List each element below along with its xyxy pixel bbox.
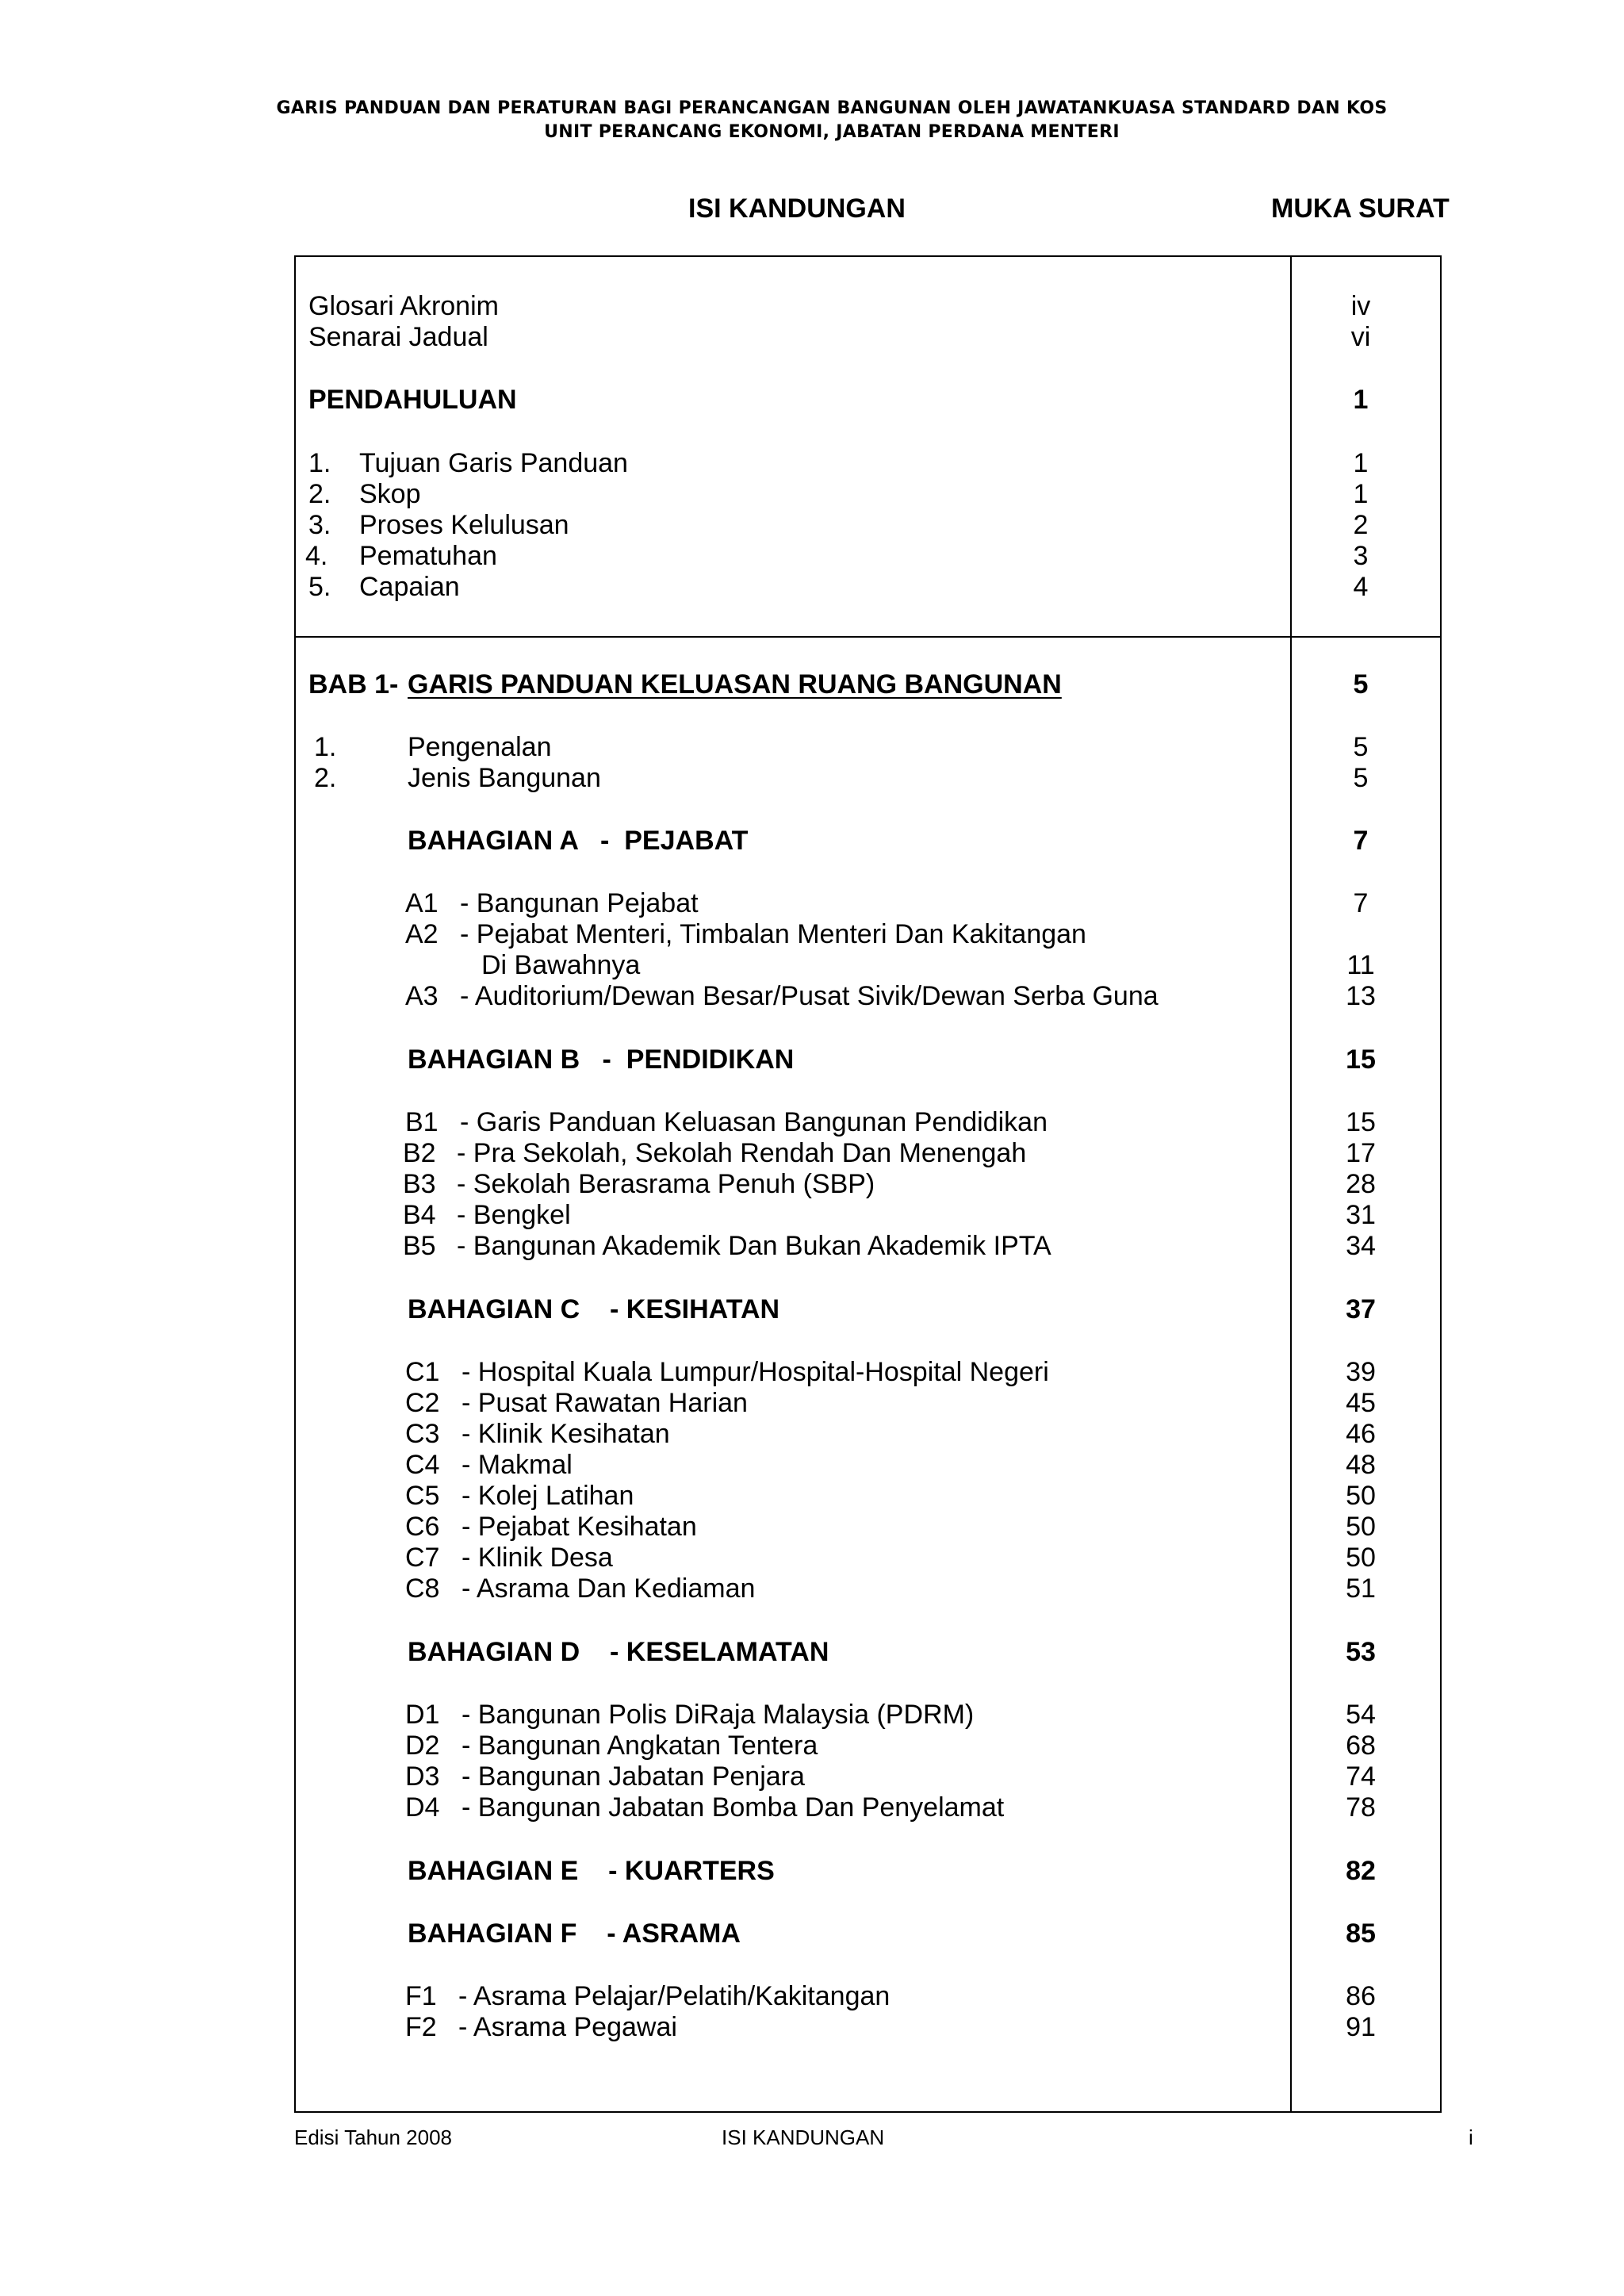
toc-entry-page: 15 (1346, 1045, 1376, 1075)
toc-entry (0, 2011, 1624, 2043)
toc-entry (0, 1980, 1624, 2012)
toc-entry-text-continued: Di Bawahnya (481, 950, 641, 980)
toc-entry (0, 1730, 1624, 1761)
toc-entry (0, 1449, 1624, 1481)
toc-entry-text: - Kolej Latihan (462, 1481, 634, 1511)
toc-entry (0, 1137, 1624, 1169)
toc-entry-text: - Klinik Kesihatan (462, 1419, 670, 1449)
toc-entry-page: 45 (1346, 1388, 1376, 1418)
toc-entry-text: - Garis Panduan Keluasan Bangunan Pendidikan (460, 1107, 1048, 1137)
toc-entry (0, 731, 1624, 763)
toc-entry-page: 11 (1346, 950, 1375, 980)
toc-entry (0, 887, 1624, 919)
toc-entry-number: 5. (308, 572, 331, 602)
toc-entry-code: C1 (405, 1357, 440, 1387)
toc-entry-page: 17 (1346, 1138, 1376, 1168)
toc-entry-page: 1 (1353, 385, 1369, 415)
toc-entry-code: C4 (405, 1450, 440, 1480)
toc-part-heading (0, 1918, 1624, 1949)
toc-entry-page: 31 (1346, 1200, 1376, 1230)
toc-entry-text: - Bangunan Akademik Dan Bukan Akademik IPTA (457, 1231, 1051, 1261)
toc-entry-page: 53 (1346, 1637, 1376, 1667)
page-column-title: MUKA SURAT (1271, 194, 1450, 224)
toc-entry-page: vi (1350, 322, 1371, 352)
toc-entry-text: - Asrama Pelajar/Pelatih/Kakitangan (458, 1981, 891, 2011)
toc-entry-page: 1 (1353, 448, 1369, 478)
toc-entry-code: B5 (403, 1231, 436, 1261)
toc-entry (0, 1106, 1624, 1138)
toc-entry (0, 447, 1624, 479)
toc-entry (0, 1418, 1624, 1450)
toc-part-title: BAHAGIAN D - KESELAMATAN (408, 1637, 829, 1667)
toc-entry-number: 2. (308, 479, 331, 509)
toc-entry (0, 1542, 1624, 1573)
document-header-line-2: UNIT PERANCANG EKONOMI, JABATAN PERDANA MENTERI (544, 122, 1120, 142)
toc-entry-page: 86 (1346, 1981, 1376, 2011)
toc-entry-code: A1 (405, 888, 439, 918)
toc-entry-code: C8 (405, 1573, 440, 1604)
toc-entry-page: 50 (1346, 1543, 1376, 1573)
toc-entry-code: D1 (405, 1700, 440, 1730)
toc-entry-page: 39 (1346, 1357, 1376, 1387)
toc-entry-text: - Bengkel (457, 1200, 571, 1230)
toc-entry-continuation (0, 949, 1624, 981)
toc-entry-code: F2 (405, 2012, 437, 2042)
toc-entry-page: 68 (1346, 1731, 1376, 1761)
toc-entry (0, 1699, 1624, 1731)
toc-entry-text: Capaian (359, 572, 460, 602)
toc-entry-number: 1. (314, 732, 337, 762)
toc-entry-code: D4 (405, 1792, 440, 1823)
toc-entry-code: C5 (405, 1481, 440, 1511)
toc-entry-page: 91 (1346, 2012, 1376, 2042)
toc-entry-page: 51 (1346, 1573, 1376, 1604)
toc-entry-code: C6 (405, 1512, 440, 1542)
toc-part-title: BAHAGIAN C - KESIHATAN (408, 1294, 780, 1324)
toc-entry-text: - Pejabat Menteri, Timbalan Menteri Dan Kakitangan (460, 919, 1086, 949)
toc-entry-page: 37 (1346, 1294, 1376, 1324)
toc-entry-page: 28 (1346, 1169, 1376, 1199)
toc-entry-text: Pengenalan (408, 732, 552, 762)
toc-entry (0, 918, 1624, 950)
toc-entry-page: 4 (1353, 572, 1369, 602)
toc-entry-page: 5 (1353, 732, 1369, 762)
toc-entry-text: - Bangunan Jabatan Penjara (462, 1761, 805, 1792)
contents-column-title: ISI KANDUNGAN (688, 194, 906, 224)
toc-entry-page: 74 (1346, 1761, 1376, 1792)
toc-entry-code: C2 (405, 1388, 440, 1418)
toc-entry-code: B2 (403, 1138, 436, 1168)
toc-entry (0, 1356, 1624, 1388)
document-header-line-1: GARIS PANDUAN DAN PERATURAN BAGI PERANCANGAN BANGUNAN OLEH JAWATANKUASA STANDARD DAN KOS (276, 98, 1388, 118)
toc-entry (0, 1387, 1624, 1419)
toc-entry-code: B4 (403, 1200, 436, 1230)
toc-part-title: BAHAGIAN A - PEJABAT (408, 826, 749, 856)
toc-chapter-heading (0, 669, 1624, 700)
toc-entry-number: 1. (308, 448, 331, 478)
toc-entry-page: 34 (1346, 1231, 1376, 1261)
toc-entry (0, 321, 1624, 353)
toc-entry (0, 290, 1624, 322)
toc-entry-page: 48 (1346, 1450, 1376, 1480)
toc-entry-text: Senarai Jadual (308, 322, 488, 352)
toc-entry-text: - Auditorium/Dewan Besar/Pusat Sivik/Dewan Serba Guna (460, 981, 1159, 1011)
toc-entry (0, 1761, 1624, 1792)
toc-entry-page: 2 (1353, 510, 1369, 540)
toc-entry-text: - Pusat Rawatan Harian (462, 1388, 748, 1418)
toc-entry (0, 478, 1624, 510)
toc-section-heading (0, 384, 1624, 416)
toc-entry-text: Jenis Bangunan (408, 763, 601, 793)
toc-entry-code: C7 (405, 1543, 440, 1573)
toc-entry-page: 7 (1353, 826, 1369, 856)
toc-entry-page: 54 (1346, 1700, 1376, 1730)
toc-entry-page: 3 (1353, 541, 1369, 571)
toc-entry-code: D3 (405, 1761, 440, 1792)
toc-entry-page: 50 (1346, 1481, 1376, 1511)
toc-chapter-prefix: BAB 1- (308, 669, 399, 700)
toc-entry-text: - Bangunan Jabatan Bomba Dan Penyelamat (462, 1792, 1005, 1823)
toc-part-heading (0, 1294, 1624, 1325)
toc-entry-text: - Hospital Kuala Lumpur/Hospital-Hospital Negeri (462, 1357, 1049, 1387)
toc-entry-text: - Bangunan Pejabat (460, 888, 699, 918)
toc-entry-page: 5 (1353, 763, 1369, 793)
toc-entry-text: Skop (359, 479, 421, 509)
toc-entry-text: Proses Kelulusan (359, 510, 569, 540)
toc-part-heading (0, 1044, 1624, 1075)
toc-entry-text: Pematuhan (359, 541, 497, 571)
toc-entry-text: Glosari Akronim (308, 291, 499, 321)
toc-entry-text: Tujuan Garis Panduan (359, 448, 628, 478)
toc-part-heading (0, 1636, 1624, 1668)
toc-entry (0, 1230, 1624, 1262)
toc-entry-text: - Klinik Desa (462, 1543, 613, 1573)
toc-entry (0, 1792, 1624, 1823)
toc-entry-page: 78 (1346, 1792, 1376, 1823)
toc-entry-code: A2 (405, 919, 439, 949)
toc-chapter-title: GARIS PANDUAN KELUASAN RUANG BANGUNAN (408, 669, 1062, 700)
toc-entry-text: - Bangunan Angkatan Tentera (462, 1731, 818, 1761)
toc-entry (0, 1511, 1624, 1543)
toc-entry-code: F1 (405, 1981, 437, 2011)
toc-entry (0, 980, 1624, 1012)
toc-entry-page: 85 (1346, 1918, 1376, 1949)
toc-entry-page: 13 (1346, 981, 1376, 1011)
toc-part-title: BAHAGIAN F - ASRAMA (408, 1918, 741, 1949)
toc-entry-page: 7 (1353, 888, 1369, 918)
footer-section-title: ISI KANDUNGAN (722, 2125, 885, 2149)
toc-entry-code: C3 (405, 1419, 440, 1449)
toc-entry (0, 1480, 1624, 1512)
toc-entry-number: 3. (308, 510, 331, 540)
toc-entry-code: D2 (405, 1731, 440, 1761)
toc-entry (0, 540, 1624, 572)
toc-entry-page: 1 (1353, 479, 1369, 509)
toc-entry (0, 1573, 1624, 1604)
toc-heading-text: PENDAHULUAN (308, 385, 517, 415)
toc-entry-code: B1 (405, 1107, 439, 1137)
toc-part-heading (0, 1855, 1624, 1887)
toc-entry-text: - Pra Sekolah, Sekolah Rendah Dan Menengah (457, 1138, 1027, 1168)
toc-entry-text: - Pejabat Kesihatan (462, 1512, 697, 1542)
toc-entry-text: - Sekolah Berasrama Penuh (SBP) (457, 1169, 875, 1199)
toc-entry-text: - Asrama Pegawai (458, 2012, 677, 2042)
toc-entry-page: 46 (1346, 1419, 1376, 1449)
toc-entry-number: 4. (305, 541, 328, 571)
toc-entry-text: - Makmal (462, 1450, 573, 1480)
toc-entry (0, 762, 1624, 794)
toc-entry-code: B3 (403, 1169, 436, 1199)
toc-entry-text: - Bangunan Polis DiRaja Malaysia (PDRM) (462, 1700, 975, 1730)
toc-entry (0, 571, 1624, 603)
toc-entry-page: 15 (1346, 1107, 1376, 1137)
toc-entry (0, 509, 1624, 541)
toc-part-heading (0, 825, 1624, 857)
footer-page-number: i (1469, 2125, 1473, 2149)
footer-edition: Edisi Tahun 2008 (294, 2125, 453, 2149)
toc-entry-text: - Asrama Dan Kediaman (462, 1573, 756, 1604)
toc-entry-page: iv (1350, 291, 1371, 321)
toc-entry (0, 1199, 1624, 1231)
toc-entry-code: A3 (405, 981, 439, 1011)
toc-entry (0, 1168, 1624, 1200)
toc-entry-page: 50 (1346, 1512, 1376, 1542)
toc-entry-number: 2. (314, 763, 337, 793)
toc-part-title: BAHAGIAN E - KUARTERS (408, 1856, 775, 1886)
toc-entry-page: 82 (1346, 1856, 1376, 1886)
toc-part-title: BAHAGIAN B - PENDIDIKAN (408, 1045, 795, 1075)
toc-entry-page: 5 (1353, 669, 1369, 700)
